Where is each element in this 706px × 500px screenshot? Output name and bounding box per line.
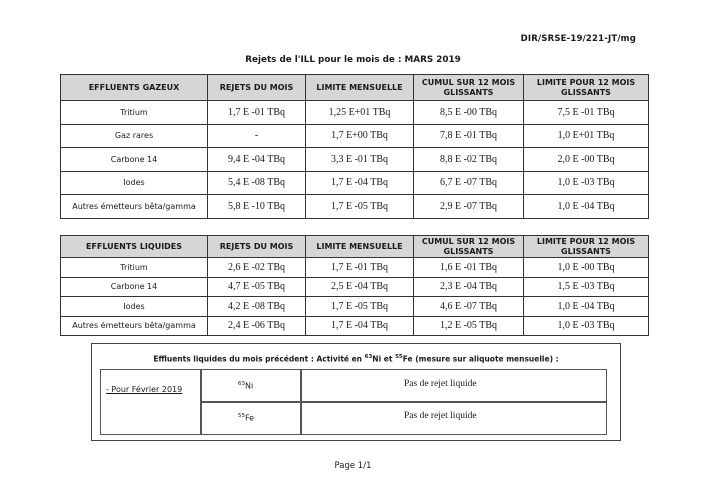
table-row [61, 101, 649, 125]
rejets-value: 2,4 E -06 TBq [208, 316, 306, 336]
gaseous-effluents-table [60, 74, 649, 219]
row-label: Tritium [61, 101, 208, 125]
limite-value: 3,3 E -01 TBq [306, 148, 414, 172]
limite-value: 1,7 E -01 TBq [306, 258, 414, 278]
table-row [61, 277, 649, 297]
col-header-rejets: REJETS DU MOIS [208, 75, 306, 101]
limite-value: 1,7 E -04 TBq [306, 171, 414, 195]
period-label: - Pour Février 2019 [106, 385, 183, 394]
table-row [61, 124, 649, 148]
cumul-value: 7,8 E -01 TBq [414, 124, 524, 148]
col-header-effluent: EFFLUENTS LIQUIDES [61, 236, 208, 258]
rejets-value: 5,4 E -08 TBq [208, 171, 306, 195]
rejets-value: 4,2 E -08 TBq [208, 297, 306, 317]
value-fe: Pas de rejet liquide [404, 411, 477, 421]
rejets-value: 5,8 E -10 TBq [208, 195, 306, 219]
rejets-value: 9,4 E -04 TBq [208, 148, 306, 172]
cumul-value: 2,9 E -07 TBq [414, 195, 524, 219]
table-row [61, 258, 649, 278]
limite12-value: 1,0 E -00 TBq [524, 258, 649, 278]
cumul-value: 1,6 E -01 TBq [414, 258, 524, 278]
limite-value: 1,7 E -05 TBq [306, 297, 414, 317]
limite12-value: 2,0 E -00 TBq [524, 148, 649, 172]
limite12-value: 1,0 E -04 TBq [524, 297, 649, 317]
col-header-limite12: LIMITE POUR 12 MOIS GLISSANTS [524, 236, 649, 258]
page-number: Page 1/1 [334, 461, 372, 471]
col-header-limite: LIMITE MENSUELLE [306, 236, 414, 258]
col-header-cumul: CUMUL SUR 12 MOIS GLISSANTS [414, 236, 524, 258]
period-cell [100, 369, 202, 435]
limite-value: 2,5 E -04 TBq [306, 277, 414, 297]
table-row [61, 297, 649, 317]
col-header-limite: LIMITE MENSUELLE [306, 75, 414, 101]
value-ni: Pas de rejet liquide [404, 379, 477, 389]
limite12-value: 1,0 E -03 TBq [524, 171, 649, 195]
row-label: Iodes [61, 171, 208, 195]
liquid-effluents-table [60, 235, 649, 336]
col-header-rejets: REJETS DU MOIS [208, 236, 306, 258]
table-row [61, 171, 649, 195]
previous-month-heading: Effluents liquides du mois précédent : Activité en $^{63}$Ni et $^{55}$Fe (mesure sur aliquote mensuelle) : [153, 354, 559, 364]
rejets-value: 1,7 E -01 TBq [208, 101, 306, 125]
rejets-value: - [208, 124, 306, 148]
rejets-value: 2,6 E -02 TBq [208, 258, 306, 278]
row-label: Autres émetteurs bêta/gamma [61, 316, 208, 336]
limite12-value: 1,5 E -03 TBq [524, 277, 649, 297]
row-label: Gaz rares [61, 124, 208, 148]
element-fe: $^{55}$Fe [238, 413, 255, 423]
col-header-limite12: LIMITE POUR 12 MOIS GLISSANTS [524, 75, 649, 101]
cumul-value: 8,5 E -00 TBq [414, 101, 524, 125]
row-label: Iodes [61, 297, 208, 317]
table-row [61, 316, 649, 336]
previous-month-liquid-box [91, 343, 621, 441]
table-row [61, 148, 649, 172]
document-reference: DIR/SRSE-19/221-JT/mg [520, 34, 636, 44]
limite-value: 1,7 E+00 TBq [306, 124, 414, 148]
limite12-value: 1,0 E+01 TBq [524, 124, 649, 148]
cumul-value: 2,3 E -04 TBq [414, 277, 524, 297]
cumul-value: 6,7 E -07 TBq [414, 171, 524, 195]
row-label: Carbone 14 [61, 277, 208, 297]
page-title: Rejets de l'ILL pour le mois de : MARS 2019 [245, 55, 461, 65]
col-header-effluent: EFFLUENTS GAZEUX [61, 75, 208, 101]
limite12-value: 7,5 E -01 TBq [524, 101, 649, 125]
cumul-value: 1,2 E -05 TBq [414, 316, 524, 336]
row-label: Tritium [61, 258, 208, 278]
row-label: Carbone 14 [61, 148, 208, 172]
limite-value: 1,7 E -05 TBq [306, 195, 414, 219]
limite12-value: 1,0 E -04 TBq [524, 195, 649, 219]
rejets-value: 4,7 E -05 TBq [208, 277, 306, 297]
limite12-value: 1,0 E -03 TBq [524, 316, 649, 336]
limite-value: 1,7 E -04 TBq [306, 316, 414, 336]
limite-value: 1,25 E+01 TBq [306, 101, 414, 125]
cumul-value: 4,6 E -07 TBq [414, 297, 524, 317]
col-header-cumul: CUMUL SUR 12 MOIS GLISSANTS [414, 75, 524, 101]
table-header-row [61, 75, 649, 101]
row-label: Autres émetteurs bêta/gamma [61, 195, 208, 219]
cumul-value: 8,8 E -02 TBq [414, 148, 524, 172]
table-header-row [61, 236, 649, 258]
table-row [61, 195, 649, 219]
element-ni: $^{63}$Ni [238, 381, 254, 391]
